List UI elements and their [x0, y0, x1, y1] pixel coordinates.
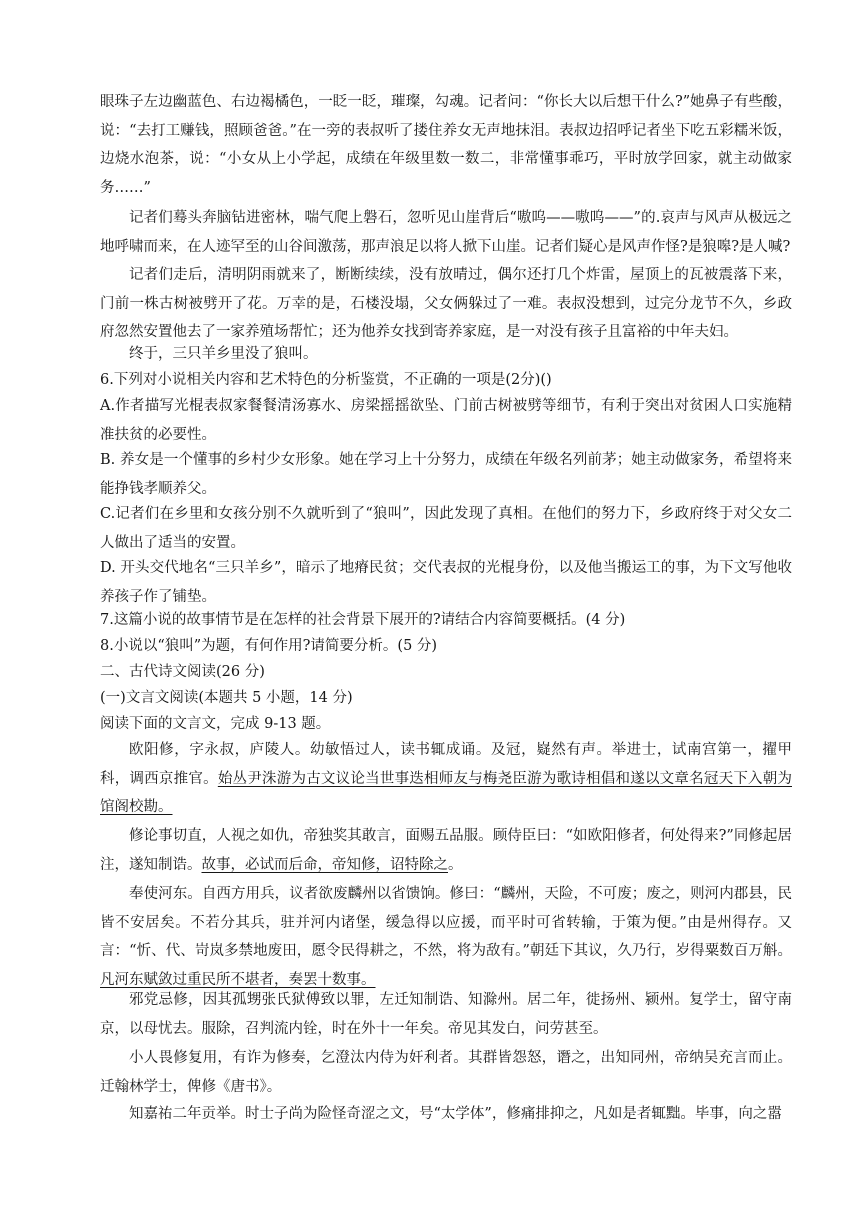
classical-paragraph-4: 邪党忌修，因其孤甥张氏狱傅致以罪，左迁知制诰、知滁州。居二年，徙扬州、颍州。复学士，留守南京，以母忧去。服除，召判流内铨，时在外十一年矣。帝见其发白，问劳甚至。 [100, 992, 792, 1037]
question-6: 6.下列对小说相关内容和艺术特色的分析鉴赏，不正确的一项是(2分)() [100, 372, 552, 388]
section-2-subtitle: (一)文言文阅读(本题共 5 小题，14 分) [100, 690, 353, 706]
question-6-option-a: A.作者描写光棍表叔家餐餐清汤寡水、房梁摇摇欲坠、门前古树被劈等细节，有利于突出对贫困人口实施精准扶贫的必要性。 [100, 398, 792, 443]
classical-text: 奉使河东。自西方用兵，议者欲废麟州以省馈饷。修曰：“麟州，天险，不可废；废之，则河内郡县，民皆不安居矣。不若分其兵，驻并河内诸堡，缓急得以应援，而平时可省转输，于策为便。”由是州得存。又言：“忻、代、岢岚多禁地废田，愿令民得耕之，不然，将为敌有。”朝廷下其议，久乃行，岁得粟数百万斛。 [100, 886, 792, 959]
underlined-passage-1: 始丛尹洙游为古文议论当世事迭相师友与梅尧臣游为歌诗相倡和遂以文章名冠天下入朝为馆阁校勘。 [100, 770, 792, 815]
classical-paragraph-5: 小人畏修复用，有诈为修奏，乞澄汰内侍为奸利者。其群皆怨怒，谮之，出知同州，帝纳吴充言而止。迁翰林学士，俾修《唐书》。 [100, 1050, 792, 1095]
section-2-instructions: 阅读下面的文言文，完成 9-13 题。 [100, 716, 331, 732]
classical-text: 修论事切直，人视之如仇，帝独奖其敢言，面赐五品服。顾侍臣曰：“如欧阳修者，何处得来?”同修起居注，遂知制诰。 [100, 828, 792, 873]
underlined-passage-3: 凡河东赋敛过重民所不堪者，奏罢十数事。 [100, 971, 376, 988]
section-2-title: 二、古代诗文阅读(26 分) [100, 664, 265, 680]
question-8: 8.小说以“狼叫”为题，有何作用?请简要分析。(5 分) [100, 638, 438, 654]
classical-paragraph-1 [100, 736, 792, 822]
question-6-option-b: B. 养女是一个懂事的乡村少女形象。她在学习上十分努力，成绩在年级名列前茅；她主动做家务，希望将来能挣钱孝顺养父。 [100, 452, 792, 497]
question-6-option-c: C.记者们在乡里和女孩分别不久就听到了“狼叫”，因此发现了真相。在他们的努力下，乡政府终于对父女二人做出了适当的安置。 [100, 506, 792, 551]
underlined-passage-2: 故事，必试而后命，帝知修，诏特除之 [201, 856, 448, 873]
classical-text: 。 [448, 856, 463, 873]
question-6-option-d: D. 开头交代地名“三只羊乡”，暗示了地瘠民贫；交代表叔的光棍身份，以及他当搬运工的事，为下文写他收养孩子作了铺垫。 [100, 560, 792, 605]
story-paragraph-2: 记者们蓦头奔脑钻进密林，喘气爬上磐石，忽听见山崖背后“嗷呜——嗷呜——”的.哀声与风声从极远之地呼啸而来，在人迹罕至的山谷间激荡，那声浪足以将人掀下山崖。记者们疑心是风声作怪?是狼嗥?是人喊? [100, 210, 792, 255]
classical-paragraph-2 [100, 822, 792, 879]
classical-paragraph-6: 知嘉祐二年贡举。时士子尚为险怪奇涩之文，号“太学体”，修痛排抑之，凡如是者辄黜。毕事，向之嚣 [129, 1106, 782, 1122]
story-paragraph-3: 记者们走后，清明阴雨就来了，断断续续，没有放晴过，偶尔还打几个炸雷，屋顶上的瓦被震落下来，门前一株古树被劈开了花。万幸的是，石楼没塌，父女俩躲过了一难。表叔没想到，过完分龙节不久，乡政府忽然安置他去了一家养殖场帮忙；还为他养女找到寄养家庭，是一对没有孩子且富裕的中年夫妇。 [100, 267, 792, 340]
question-7: 7.这篇小说的故事情节是在怎样的社会背景下展开的?请结合内容简要概括。(4 分) [100, 612, 626, 628]
story-paragraph-1: 眼珠子左边幽蓝色、右边褐橘色，一眨一眨，璀璨，勾魂。记者问：“你长大以后想干什么?”她鼻子有些酸，说：“去打工赚钱，照顾爸爸。”在一旁的表叔听了搂住养女无声地抹泪。表叔边招呼记者坐下吃五彩糯米饭，边烧水泡茶，说：“小女从上小学起，成绩在年级里数一数二，非常懂事乖巧，平时放学回家，就主动做家务……” [100, 94, 792, 196]
story-paragraph-4: 终于，三只羊乡里没了狼叫。 [129, 346, 318, 362]
classical-text: 欧阳修，字永叔，庐陵人。幼敏悟过人，读书辄成诵。及冠，嶷然有声。举进士，试南宫第一，擢甲科，调西京推官。 [100, 742, 792, 787]
classical-paragraph-3 [100, 880, 792, 994]
